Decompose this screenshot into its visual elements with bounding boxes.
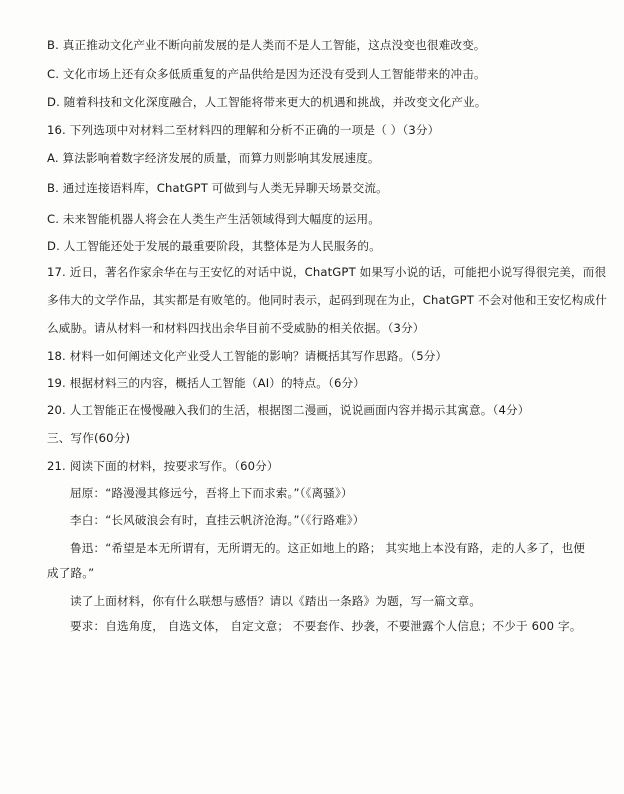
q17-line-3: 么威胁。请从材料一和材料四找出余华目前不受威胁的相关依据。（3分） bbox=[47, 321, 425, 335]
q21-requirements: 要求：自选角度， 自选文体， 自定文意； 不要套作、抄袭，不要泄露个人信息；不少于 600 字。 bbox=[70, 619, 582, 633]
q16-option-b: B. 通过连接语料库，ChatGPT 可做到与人类无异聊天场景交流。 bbox=[47, 181, 388, 195]
q15-option-c: C. 文化市场上还有众多低质重复的产品供给是因为还没有受到人工智能带来的冲击。 bbox=[47, 67, 486, 81]
q21-quote-libai: 李白：“长风破浪会有时，直挂云帆济沧海。”（《行路难》） bbox=[70, 513, 365, 527]
q18: 18. 材料一如何阐述文化产业受人工智能的影响？请概括其写作思路。（5分） bbox=[47, 349, 448, 363]
q21-writing-prompt: 读了上面材料，你有什么联想与感悟？请以《踏出一条路》为题，写一篇文章。 bbox=[70, 594, 482, 608]
q21-quote-luxun-line-1: 鲁迅：“希望是本无所谓有，无所谓无的。这正如地上的路； 其实地上本没有路，走的人多了，也便 bbox=[70, 541, 585, 555]
q17-line-1: 17. 近日，著名作家余华在与王安忆的对话中说，ChatGPT 如果写小说的话，可能把小说写得很完美，而很 bbox=[47, 265, 607, 279]
q20: 20. 人工智能正在慢慢融入我们的生活，根据图二漫画，说说画面内容并揭示其寓意。（4分） bbox=[47, 403, 530, 417]
q16-option-a: A. 算法影响着数字经济发展的质量，而算力则影响其发展速度。 bbox=[47, 151, 380, 165]
section-writing-heading: 三、写作(60分) bbox=[47, 431, 131, 445]
q16-option-d: D. 人工智能还处于发展的最重要阶段，其整体是为人民服务的。 bbox=[47, 239, 381, 253]
q21-stem: 21. 阅读下面的材料，按要求写作。（60分） bbox=[47, 459, 279, 473]
q16-stem: 16. 下列选项中对材料二至材料四的理解和分析不正确的一项是（ ）（3分） bbox=[47, 123, 440, 137]
q17-line-2: 多伟大的文学作品，其实都是有败笔的。他同时表示，起码到现在为止，ChatGPT 不会对他和王安忆构成什 bbox=[47, 293, 608, 307]
q19: 19. 根据材料三的内容，概括人工智能（AI）的特点。（6分） bbox=[47, 376, 365, 390]
q16-option-c: C. 未来智能机器人将会在人类生产生活领域得到大幅度的运用。 bbox=[47, 212, 380, 226]
q15-option-d: D. 随着科技和文化深度融合，人工智能将带来更大的机遇和挑战，并改变文化产业。 bbox=[47, 95, 487, 109]
q21-quote-luxun-line-2: 成了路。” bbox=[47, 566, 95, 580]
q21-quote-quyuan: 屈原：“路漫漫其修远兮，吾将上下而求索。”（《离骚》） bbox=[70, 486, 353, 500]
q15-option-b: B. 真正推动文化产业不断向前发展的是人类而不是人工智能，这点没变也很难改变。 bbox=[47, 38, 486, 52]
